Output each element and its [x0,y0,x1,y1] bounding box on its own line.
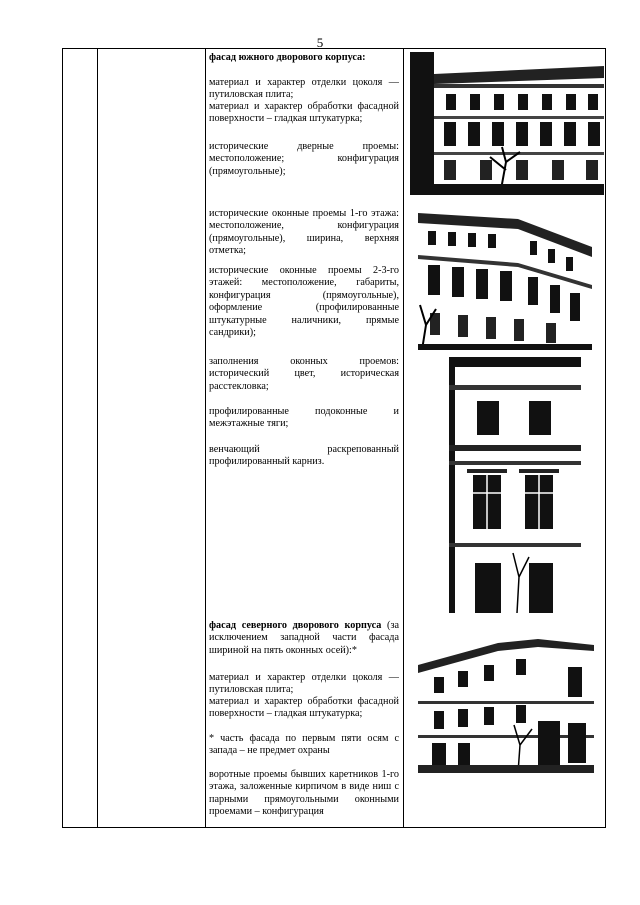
south-heading: фасад южного дворового корпуса: [209,52,366,63]
column-divider [97,49,98,827]
north-heading: фасад северного дворового корпуса (за исключением западной части фасада шириной на пять оконных осей):* [209,620,399,656]
column-divider [205,49,206,827]
south-windows-23-text: исторические оконные проемы 2-3-го этажей: местоположение, габариты, конфигурация (прямоугольные), оформление (профилированные штукатурные наличники, прямые сандрики); [209,265,399,339]
column-divider [403,49,404,827]
south-fillings-text: заполнения оконных проемов: исторический цвет, историческая расстекловка; [209,356,399,392]
north-facade-finish-text: материал и характер обработки фасадной поверхности – гладкая штукатурка; [209,696,399,720]
north-footnote-text: * часть фасада по первым пяти осям с запада – не предмет охраны [209,733,399,757]
north-gate-openings-text: воротные проемы бывших каретников 1-го этажа, заложенные кирпичом в виде ниш с парными прямоугольными оконными проемами – конфигурация [209,769,399,818]
building-photo-north-facade [418,625,594,773]
building-photo-south-corner [418,205,592,350]
south-crown-cornice-text: венчающий раскрепованный профилированный карниз. [209,444,399,468]
north-socle-text: материал и характер отделки цоколя — путиловская плита; [209,672,399,696]
page-number: 5 [316,35,324,50]
building-photo-south-facade [410,52,604,195]
building-photo-south-windows [449,357,581,613]
south-belts-text: профилированные подоконные и межэтажные тяги; [209,406,399,430]
south-doors-text: исторические дверные проемы: местоположение; конфигурация (прямоугольные); [209,141,399,177]
south-socle-text: материал и характер отделки цоколя — путиловская плита; [209,77,399,101]
south-facade-finish-text: материал и характер обработки фасадной поверхности – гладкая штукатурка; [209,101,399,125]
south-windows-1-text: исторические оконные проемы 1-го этажа: местоположение, конфигурация (прямоугольные), ширина, верхняя отметка; [209,208,399,257]
